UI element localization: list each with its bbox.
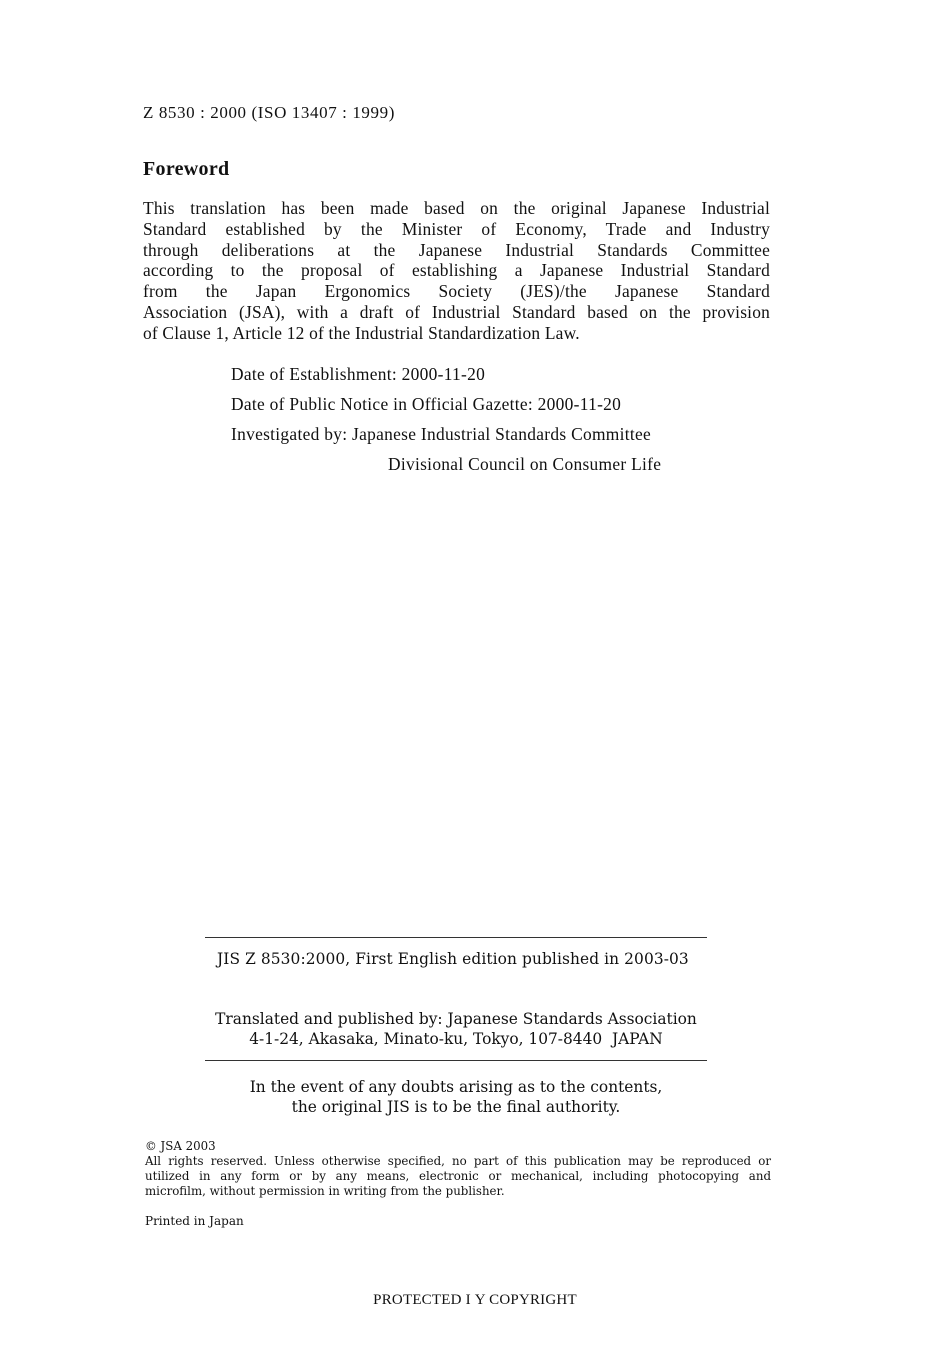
authority-line: In the event of any doubts arising as to the contents, xyxy=(249,1078,663,1096)
date-of-establishment: Date of Establishment: 2000-11-20 xyxy=(231,364,486,384)
top-divider xyxy=(205,937,707,938)
foreword-line: Standard established by the Minister of Economy, Trade and Industry xyxy=(143,218,770,239)
foreword-line: This translation has been made based on the original Japanese Industrial xyxy=(143,198,770,218)
foreword-line: from the Japan Ergonomics Society (JES)/the Japanese Standard xyxy=(143,281,770,302)
publisher-address: 4-1-24, Akasaka, Minato-ku, Tokyo, 107-8440 JAPAN xyxy=(249,1030,663,1048)
divisional-council: Divisional Council on Consumer Life xyxy=(388,454,662,474)
foreword-line: according to the proposal of establishing a Japanese Industrial Standard xyxy=(143,260,770,281)
foreword-line: through deliberations at the Japanese Industrial Standards Committee xyxy=(143,239,770,260)
date-of-public-notice: Date of Public Notice in Official Gazette: 2000-11-20 xyxy=(231,394,622,414)
copyright-line: microfilm, without permission in writing from the publisher. xyxy=(145,1184,505,1198)
standard-number: Z 8530 : 2000 (ISO 13407 : 1999) xyxy=(143,103,395,122)
publisher-block xyxy=(205,1009,707,1049)
protection-notice: PROTECTED Ι Y COPYRIGHT xyxy=(373,1292,577,1308)
authority-notice xyxy=(205,1077,707,1117)
edition-notice: JIS Z 8530:2000, First English edition published in 2003-03 xyxy=(217,950,689,968)
investigated-by: Investigated by: Japanese Industrial Standards Committee xyxy=(231,424,652,444)
foreword-line: Association (JSA), with a draft of Industrial Standard based on the provision xyxy=(143,301,770,322)
authority-line: the original JIS is to be the final authority. xyxy=(291,1098,621,1116)
publisher-line: Translated and published by: Japanese Standards Association xyxy=(215,1010,697,1028)
copyright-line: All rights reserved. Unless otherwise specified, no part of this publication may be reproduced or xyxy=(145,1154,771,1168)
copyright-block xyxy=(145,1139,771,1199)
copyright-owner: © JSA 2003 xyxy=(145,1139,216,1153)
foreword-paragraph xyxy=(143,198,770,344)
printed-in: Printed in Japan xyxy=(145,1214,244,1228)
copyright-line: utilized in any form or by any means, electronic or mechanical, including photocopying and xyxy=(145,1169,771,1183)
foreword-line: of Clause 1, Article 12 of the Industrial Standardization Law. xyxy=(143,322,580,343)
bottom-divider xyxy=(205,1060,707,1061)
foreword-heading: Foreword xyxy=(143,158,230,180)
